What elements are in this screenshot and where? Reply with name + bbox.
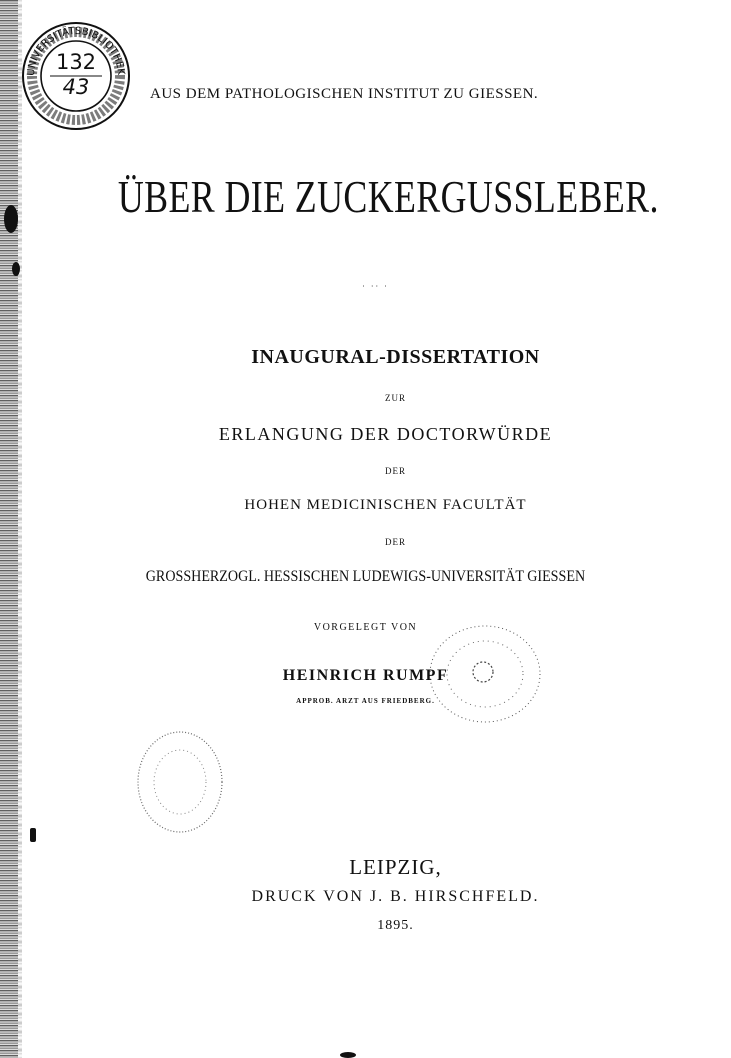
publication-year: 1895. xyxy=(377,918,414,933)
faint-round-stamp-icon xyxy=(135,728,225,836)
printer-line: DRUCK VON J. B. HIRSCHFELD. xyxy=(251,888,540,905)
scan-edge-shadow xyxy=(18,0,22,1058)
institute-header: AUS DEM PATHOLOGISCHEN INSTITUT ZU GIESSEN. xyxy=(150,86,539,102)
page-title: ÜBER DIE ZUCKERGUSSLEBER. xyxy=(117,171,659,222)
ink-blot xyxy=(30,828,36,842)
library-stamp-text: UNIVERSITÄTSBIBLIOTHEK xyxy=(25,25,127,77)
university-line: GROSSHERZOGL. HESSISCHEN LUDEWIGS-UNIVERSITÄT GIESSEN xyxy=(145,568,586,585)
author-name: HEINRICH RUMPF xyxy=(282,667,449,684)
scan-edge xyxy=(0,0,18,1058)
publication-place: LEIPZIG, xyxy=(349,855,442,879)
der-line-2: DER xyxy=(385,537,406,547)
author-note: APPROB. ARZT AUS FRIEDBERG. xyxy=(296,697,435,705)
zur-line: ZUR xyxy=(385,393,406,403)
ink-blot xyxy=(12,262,20,276)
faculty-line: HOHEN MEDICINISCHEN FACULTÄT xyxy=(244,497,527,513)
library-stamp xyxy=(20,20,132,132)
ink-blot xyxy=(4,205,18,233)
dissertation-heading: INAUGURAL-DISSERTATION xyxy=(251,346,540,368)
der-line-1: DER xyxy=(385,466,406,476)
separator-ornament: · ·· · xyxy=(362,282,389,291)
erlangung-line: ERLANGUNG DER DOCTORWÜRDE xyxy=(218,424,553,444)
stamp-number-top: 132 xyxy=(55,50,97,74)
ink-blot xyxy=(340,1052,356,1058)
stamp-number-bottom: 43 xyxy=(62,75,90,99)
presented-by-line: VORGELEGT VON xyxy=(313,622,418,633)
